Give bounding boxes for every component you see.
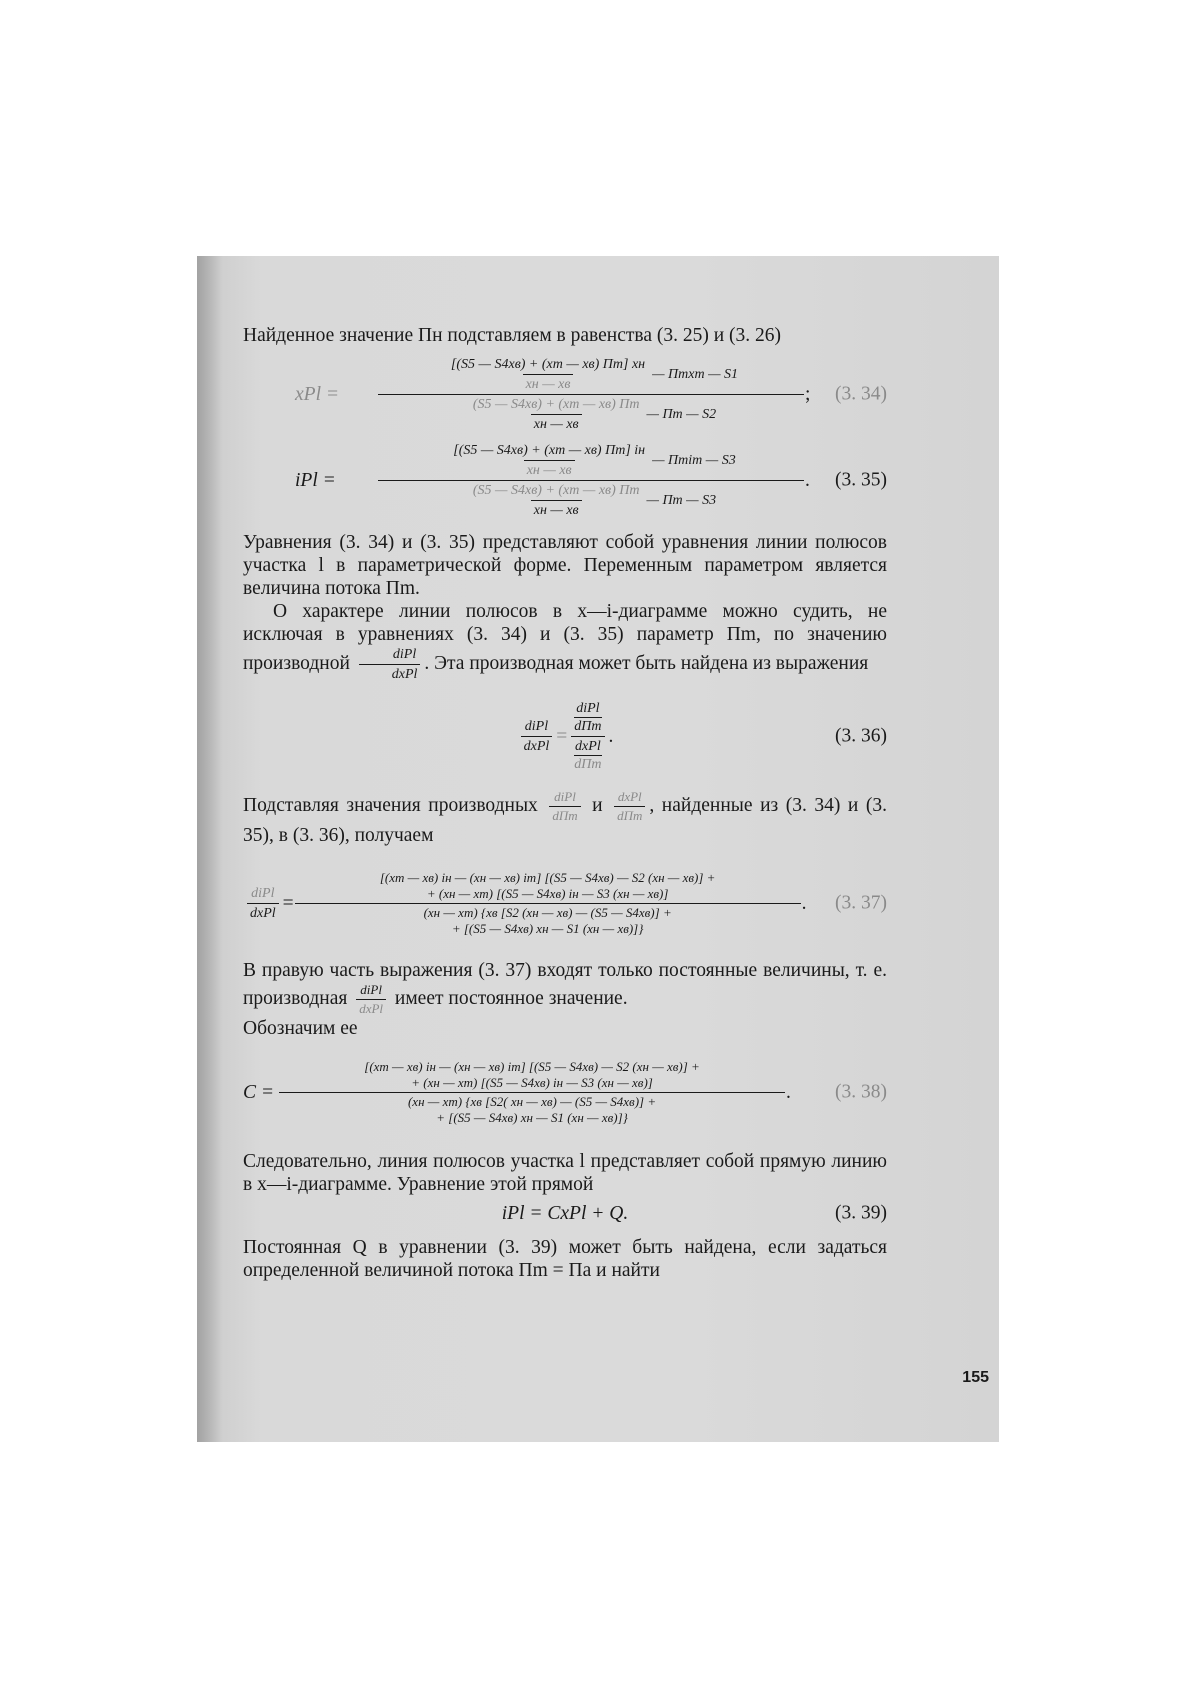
paragraph-parametric: Уравнения (3. 34) и (3. 35) представляют собой уравнения линии полюсов участка l в параметрической форме. Переменным параметром является величина потока Пm. — [243, 532, 887, 599]
eq-punct: . — [805, 469, 810, 491]
inline-fraction — [614, 789, 645, 824]
text-span: . Эта производная может быть найдена из выражения — [424, 652, 869, 674]
equals-sign: = — [556, 725, 568, 747]
equation-3-38 — [243, 1044, 887, 1140]
equation-number: (3. 38) — [835, 1081, 887, 1103]
paragraph-denote: Обозначим ее — [243, 1018, 358, 1039]
text-span: Подставляя значения производных — [243, 794, 538, 816]
equation-3-35 — [243, 439, 887, 521]
frac-num: diPl — [392, 647, 417, 662]
eq-den-tail: — Пm — S3 — [646, 492, 717, 508]
equation-3-34 — [243, 353, 887, 435]
eq-punct: . — [801, 892, 807, 914]
text-span: , найденные из (3. 34) и (3. 35), в (3. 36), получаем — [243, 794, 887, 846]
frac-den: dПm — [549, 806, 580, 824]
eq-punct: ; — [805, 383, 811, 405]
eq-fraction — [298, 870, 798, 937]
eq-den-tail: — Пm — S2 — [646, 406, 717, 422]
denominator-line: + [(S5 — S4xв) xн — S1 (xн — xв)]} — [451, 920, 644, 936]
frac-den: dПm — [574, 718, 602, 734]
frac-num: dxPl — [617, 789, 642, 804]
equation-number: (3. 35) — [835, 469, 887, 491]
frac-den: dПm — [574, 756, 602, 772]
frac-den: dxPl — [521, 736, 553, 755]
text-span: В правую часть выражения (3. 37) входят только постоянные величины, т. е. производная — [243, 960, 887, 1009]
text-span: и — [592, 794, 603, 816]
paragraph-constant-q: Постоянная Q в уравнении (3. 39) может быть найдена, если задаться определенной величиной потока Пm = Пa и найти — [243, 1237, 887, 1281]
inline-fraction — [549, 789, 580, 824]
paragraph-derivative — [243, 600, 887, 683]
eq-fraction — [381, 442, 801, 519]
paragraph-straight-line: Следовательно, линия полюсов участка l представляет собой прямую линию в x—i-диаграмме. Уравнение этой прямой — [243, 1151, 887, 1195]
eq-num-tail: — Пmxm — S1 — [652, 366, 739, 382]
eq-lhs-fraction — [247, 885, 279, 922]
frac-den: dxPl — [356, 999, 386, 1017]
frac-den: dxPl — [359, 664, 421, 683]
denominator-line: (xн — xm) {xв [S2( xн — xв) — (S5 — S4xв)] + — [407, 1093, 657, 1109]
text-span: О характере линии полюсов в x—i-диаграмме можно судить, не исключая в уравнениях (3. 34) и (3. 35) параметр Пm, по значению производной — [243, 601, 887, 674]
numerator-line: + (xн — xm) [(S5 — S4xв) iн — S3 (xн — xв)] — [426, 885, 669, 901]
frac-num: diPl — [554, 789, 576, 804]
scanned-page — [197, 256, 999, 1442]
eq-punct: . — [608, 725, 614, 747]
equation-3-39 — [243, 1196, 887, 1230]
eq-lhs-fraction — [521, 718, 553, 755]
equation-number: (3. 34) — [835, 383, 887, 405]
eq-num-top: [(S5 — S4xв) + (xm — xв) Пm] iн — [453, 442, 646, 458]
numerator-line: [(xm — xв) iн — (xн — xв) im] [(S5 — S4xв) — S2 (xн — xв)] + — [379, 869, 716, 885]
text-span: имеет постоянное значение. — [394, 987, 628, 1009]
paragraph-intro: Найденное значение Пн подставляем в равенства (3. 25) и (3. 26) — [243, 325, 782, 346]
inline-fraction — [359, 646, 421, 683]
frac-den: dxPl — [247, 903, 279, 922]
eq-fraction — [381, 356, 801, 433]
eq-den-bottom: xн — xв — [531, 500, 582, 519]
paragraph-substitute — [243, 789, 887, 847]
eq-num-bottom: xн — xв — [524, 460, 575, 479]
equation-3-37 — [243, 855, 887, 951]
equals-sign: = — [282, 892, 294, 914]
frac-num: diPl — [576, 700, 600, 716]
paragraph-constant — [243, 959, 887, 1017]
equation-number: (3. 37) — [835, 892, 887, 914]
eq-fraction — [282, 1059, 782, 1126]
eq-lhs: xPl = — [295, 383, 340, 405]
eq-rhs-fraction — [571, 700, 604, 773]
frac-num: dxPl — [575, 738, 601, 754]
eq-den-top: (S5 — S4xв) + (xm — xв) Пm — [472, 482, 640, 498]
eq-num-tail: — Пmim — S3 — [652, 452, 736, 468]
frac-num: diPl — [251, 885, 275, 901]
denominator-line: (xн — xm) {xв [S2 (xн — xв) — (S5 — S4xв)] + — [423, 904, 672, 920]
numerator-line: + (xн — xm) [(S5 — S4xв) iн — S3 (xн — xв)] — [411, 1074, 653, 1090]
page-number: 155 — [962, 1369, 989, 1386]
numerator-line: [(xm — xв) iн — (xн — xв) im] [(S5 — S4xв) — S2 (xн — xв)] + — [364, 1058, 700, 1074]
equation-number: (3. 39) — [835, 1202, 887, 1224]
inline-fraction — [356, 982, 386, 1017]
eq-den-top: (S5 — S4xв) + (xm — xв) Пm — [472, 396, 640, 412]
eq-num-top: [(S5 — S4xв) + (xm — xв) Пm] xн — [450, 356, 646, 372]
eq-den-bottom: xн — xв — [531, 414, 582, 433]
frac-den: dПm — [614, 806, 645, 824]
eq-num-bottom: xн — xв — [523, 374, 574, 393]
denominator-line: + [(S5 — S4xв) xн — S1 (xн — xв)]} — [436, 1109, 628, 1125]
equation-number: (3. 36) — [835, 725, 887, 747]
page-body — [243, 324, 887, 1282]
frac-num: diPl — [524, 718, 549, 734]
frac-num: diPl — [360, 982, 382, 997]
eq-punct: . — [786, 1081, 791, 1103]
equation-3-36 — [243, 687, 887, 785]
equation-body: iPl = CxPl + Q. — [501, 1202, 629, 1224]
eq-lhs: iPl = — [295, 469, 336, 491]
eq-lhs: C = — [243, 1081, 275, 1103]
